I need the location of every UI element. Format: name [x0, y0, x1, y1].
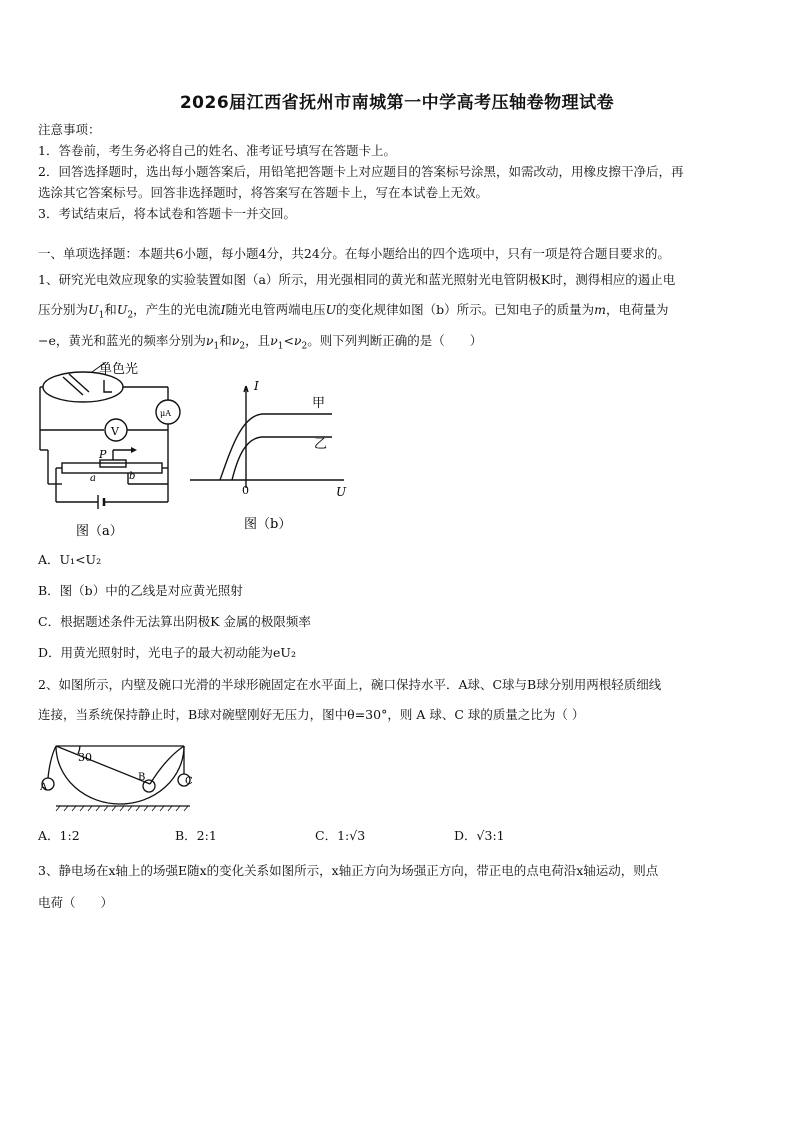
fig-a-microammeter-label: μA: [160, 409, 171, 418]
q2-option-b: B．2:1: [175, 828, 217, 843]
fig-a-voltmeter-label: V: [111, 425, 119, 438]
q1-line-2: 压分别为$U_1$和$U_2$，产生的光电流I随光电管两端电压U的变化规律如图（b）所示。已知电子的质量为m，电荷量为: [38, 302, 669, 321]
fig-a-light-label: 单色光: [99, 362, 139, 377]
section-heading: 一、单项选择题：本题共6小题，每小题4分，共24分。在每小题给出的四个选项中，只有一项是符合题目要求的。: [38, 246, 670, 261]
q3-line-1: 3、静电场在x轴上的场强E随x的变化关系如图所示，x轴正方向为场强正方向，带正电的点电荷沿x轴运动，则点: [38, 863, 659, 878]
bowl-angle-label: 30: [78, 751, 92, 764]
q1-option-c: C．根据题述条件无法算出阴极K 金属的极限频率: [38, 614, 311, 629]
notice-item-2-cont: 选涂其它答案标号。回答非选择题时，将答案写在答题卡上，写在本试卷上无效。: [38, 185, 489, 200]
q2-option-c: C．1:√3: [315, 828, 366, 843]
q1-option-a: A．U₁<U₂: [38, 552, 102, 567]
fig-b-curve-yi: 乙: [314, 437, 328, 452]
q1-line-1: 1、研究光电效应现象的实验装置如图（a）所示，用光强相同的黄光和蓝光照射光电管阴极K时，测得相应的遏止电: [38, 272, 676, 287]
fig-b-origin: 0: [242, 484, 249, 497]
fig-b-axis-u: U: [336, 485, 347, 499]
q3-line-2: 电荷（ ）: [38, 895, 114, 910]
bowl-ball-b-label: B: [138, 772, 146, 783]
figure-bowl: [38, 740, 198, 812]
fig-a-label-a: a: [90, 473, 96, 484]
notice-item-1: 1．答卷前，考生务必将自己的姓名、准考证号填写在答题卡上。: [38, 143, 396, 158]
notice-item-2: 2．回答选择题时，选出每小题答案后，用铅笔把答题卡上对应题目的答案标号涂黑，如需改动，用橡皮擦干净后，再: [38, 164, 684, 179]
fig-b-axis-i: I: [254, 379, 259, 393]
q2-line-1: 2、如图所示，内壁及碗口光滑的半球形碗固定在水平面上，碗口保持水平．A球、C球与B球分别用两根轻质细线: [38, 677, 662, 692]
bowl-ball-a-label: A: [40, 782, 48, 793]
fig-a-label-p: P: [99, 448, 107, 461]
figure-b-graph: [184, 376, 350, 536]
fig-a-caption: 图（a）: [76, 524, 123, 539]
notice-item-3: 3．考试结束后，将本试卷和答题卡一并交回。: [38, 206, 296, 221]
figure-a-circuit: [36, 362, 186, 540]
q2-option-d: D．√3:1: [454, 828, 505, 843]
fig-b-caption: 图（b）: [244, 517, 292, 532]
notice-heading: 注意事项：: [38, 122, 101, 137]
page-title: 2026届江西省抚州市南城第一中学高考压轴卷物理试卷: [179, 93, 615, 113]
q1-line-3: −e，黄光和蓝光的频率分别为$\nu_1$和$\nu_2$，且$\nu_1<\nu_2$。则下列判断正确的是（ ）: [38, 333, 483, 352]
fig-a-label-b: b: [129, 471, 136, 482]
fig-b-curve-jia: 甲: [312, 396, 326, 411]
bowl-ball-c-label: C: [185, 776, 193, 787]
q2-line-2: 连接，当系统保持静止时，B球对碗壁刚好无压力，图中θ=30°，则 A 球、C 球的质量之比为（ ）: [38, 707, 585, 722]
q2-option-a: A．1:2: [38, 828, 80, 843]
q1-option-d: D．用黄光照射时，光电子的最大初动能为eU₂: [38, 645, 296, 660]
q1-option-b: B．图（b）中的乙线是对应黄光照射: [38, 583, 243, 598]
